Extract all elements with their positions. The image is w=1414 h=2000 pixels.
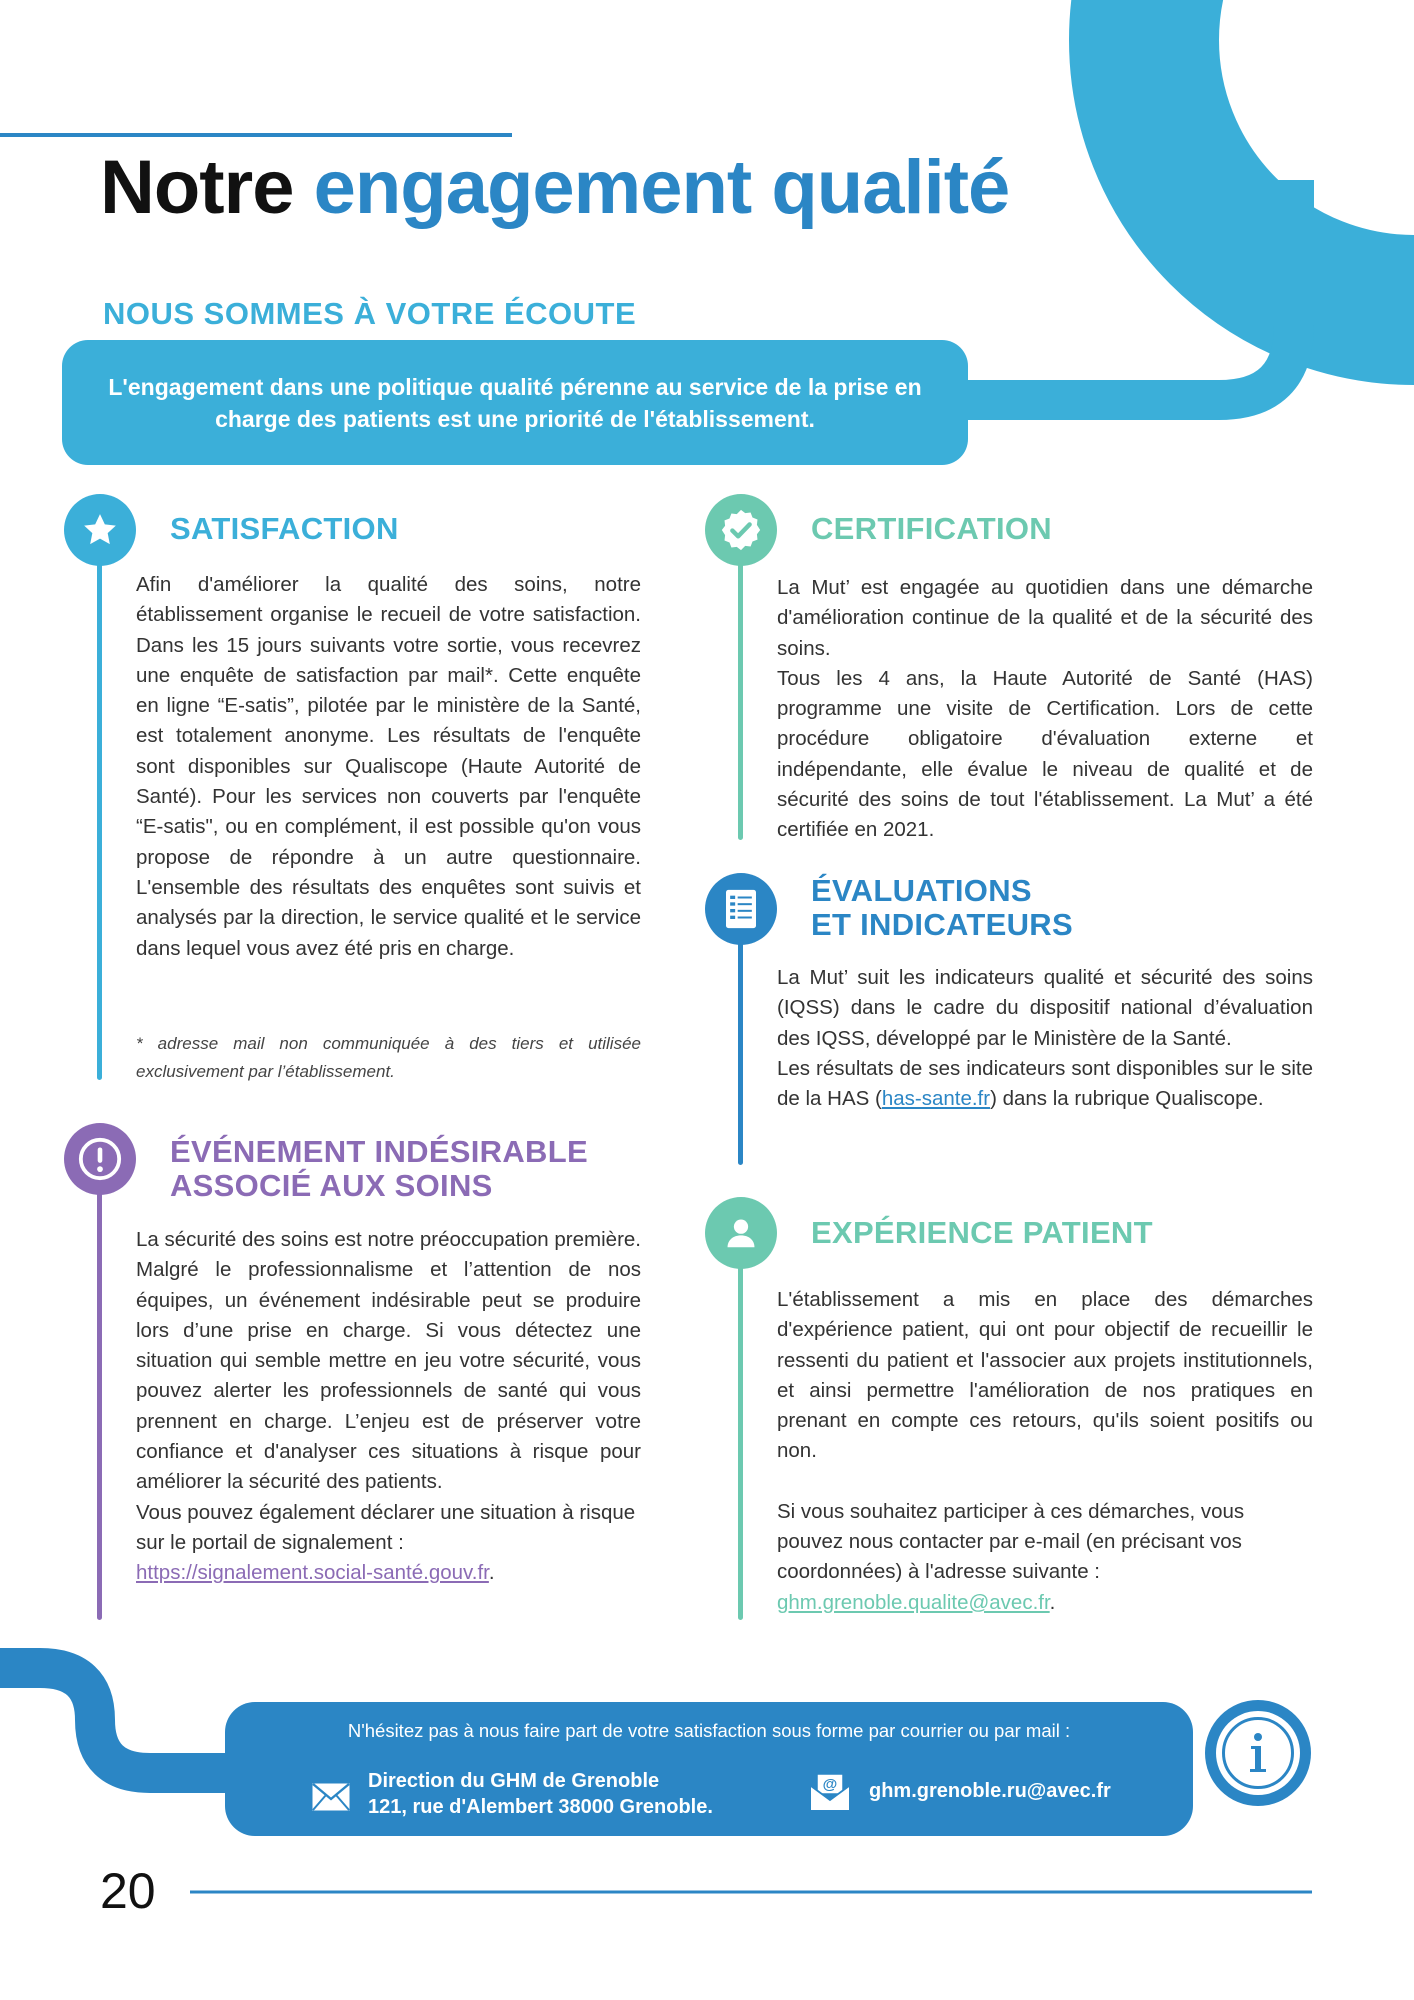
experience-email-period: .	[1049, 1590, 1056, 1614]
check-badge-icon	[705, 494, 777, 566]
event-link-period: .	[488, 1561, 495, 1585]
exclamation-icon	[64, 1123, 136, 1195]
experience-body	[777, 1285, 1313, 1618]
certification-paragraph-2: Tous les 4 ans, la Haute Autorité de Santé (HAS) programme une visite de Certification. Lors de cette procédure obligatoire d'évaluation externe et indépendante, elle évalue le niveau de qualité et de sécurité des soins de tout l'établissement. La Mut’ a été certifiée en 2021.	[777, 666, 1313, 842]
satisfaction-note: * adresse mail non communiquée à des tiers et utilisée exclusivement par l’établissement.	[136, 1034, 641, 1081]
experience-line	[738, 1265, 743, 1620]
evaluations-title-line1: ÉVALUATIONS	[811, 873, 1032, 908]
footer-email[interactable]: ghm.grenoble.ru@avec.fr	[869, 1780, 1111, 1802]
checklist-icon	[705, 873, 777, 945]
footer-intro: N'hésitez pas à nous faire part de votre satisfaction sous forme par courrier ou par mail :	[347, 1720, 1071, 1741]
satisfaction-title: SATISFACTION	[170, 511, 399, 546]
event-paragraph-2-text: Vous pouvez également déclarer une situation à risque sur le portail de signalement :	[136, 1500, 636, 1554]
svg-text:@: @	[822, 1776, 838, 1793]
certification-line	[738, 560, 743, 840]
experience-paragraph-1: L'établissement a mis en place des démarches d'expérience patient, qui ont pour objectif de recueillir le ressenti du patient et l'associer aux projets institutionnels, et ainsi permettre l'amélioration de nos pratiques en prenant en compte ces retours, qu'ils soient positifs ou non.	[777, 1288, 1313, 1463]
event-title-line2: ASSOCIÉ AUX SOINS	[170, 1168, 493, 1203]
experience-p2-text: Si vous souhaitez participer à ces démarches, vous pouvez nous contacter par e-mail (en précisant vos coordonnées) à l'adresse suivante :	[777, 1499, 1245, 1584]
user-icon	[705, 1197, 777, 1269]
has-sante-link[interactable]: has-sante.fr	[881, 1087, 991, 1111]
evaluations-line	[738, 940, 743, 1165]
intro-box	[62, 340, 968, 465]
qualite-email-link[interactable]: ghm.grenoble.qualite@avec.fr	[777, 1590, 1050, 1614]
event-paragraph-2	[136, 1498, 641, 1589]
page-number: 20	[100, 1863, 156, 1919]
signalement-link[interactable]: https://signalement.social-santé.gouv.fr	[136, 1561, 489, 1585]
evaluations-paragraph-1: La Mut’ suit les indicateurs qualité et sécurité des soins (IQSS) dans le cadre du dispositif national d’évaluation des IQSS, développé par le Ministère de la Santé.	[777, 966, 1313, 1050]
satisfaction-body	[136, 570, 641, 964]
email-at-icon	[809, 1772, 851, 1817]
satisfaction-paragraph: Afin d'améliorer la qualité des soins, notre établissement organise le recueil de votre satisfaction. Dans les 15 jours suivants votre sortie, vous recevrez une enquête de satisfaction par mail*. Cette enquête en ligne “E-satis”, pilotée par le ministère de la Santé, est totalement anonyme. Les résultats de l'enquête sont disponibles sur Qualiscope (Haute Autorité de Santé). Pour les services non couverts par l'enquête “E-satis", ou en complément, il est possible qu'on vous propose de répondre à un autre questionnaire. L'ensemble des résultats des enquêtes sont suivis et analysés par la direction, le service qualité et le service dans lequel vous avez été pris en charge.	[136, 573, 641, 960]
certification-title: CERTIFICATION	[811, 511, 1052, 546]
page-title	[100, 145, 1010, 230]
event-body	[136, 1225, 641, 1589]
event-paragraph: La sécurité des soins est notre préoccupation première. Malgré le professionnalisme et l’attention de nos équipes, un événement indésirable peut se produire lors d’une prise en charge. Si vous détectez une situation qui semble mettre en jeu votre sécurité, vous pouvez alerter les professionnels de santé qui vous prennent en charge. L’enjeu est de préserver votre confiance et d'analyser ces situations à risque pour améliorer la sécurité des patients.	[136, 1228, 641, 1494]
event-title-line1: ÉVÉNEMENT INDÉSIRABLE	[170, 1134, 588, 1169]
evaluations-paragraph-2	[777, 1054, 1313, 1115]
footer-address-line2: 121, rue d'Alembert 38000 Grenoble.	[368, 1796, 713, 1818]
footer-contact-box	[225, 1702, 1193, 1836]
title-part-black: Notre	[100, 145, 294, 230]
experience-paragraph-2	[777, 1497, 1313, 1618]
evaluations-body	[777, 963, 1313, 1114]
envelope-icon	[311, 1782, 351, 1817]
subtitle: NOUS SOMMES À VOTRE ÉCOUTE	[103, 296, 637, 331]
certification-paragraph-1: La Mut’ est engagée au quotidien dans une démarche d'amélioration continue de la qualité et de la sécurité des soins.	[777, 576, 1313, 660]
evaluations-p2-after: ) dans la rubrique Qualiscope.	[990, 1087, 1264, 1111]
info-icon	[1205, 1700, 1311, 1806]
event-title	[170, 1135, 588, 1203]
event-line	[97, 1190, 102, 1620]
certification-body	[777, 573, 1313, 846]
evaluations-p2-before: Les résultats de ses indicateurs sont disponibles sur le site de la HAS (	[777, 1056, 1313, 1111]
star-icon	[64, 494, 136, 566]
evaluations-title-line2: ET INDICATEURS	[811, 907, 1073, 942]
footer-address	[368, 1768, 713, 1820]
footer-connector	[0, 1668, 260, 1773]
footer-address-line1: Direction du GHM de Grenoble	[368, 1770, 660, 1792]
intro-text: L'engagement dans une politique qualité pérenne au service de la prise en charge des patients est une priorité de l'établissement.	[108, 373, 922, 432]
title-part-blue: engagement qualité	[313, 145, 1010, 230]
evaluations-title	[811, 874, 1073, 942]
satisfaction-line	[97, 560, 102, 1080]
experience-title: EXPÉRIENCE PATIENT	[811, 1215, 1153, 1250]
